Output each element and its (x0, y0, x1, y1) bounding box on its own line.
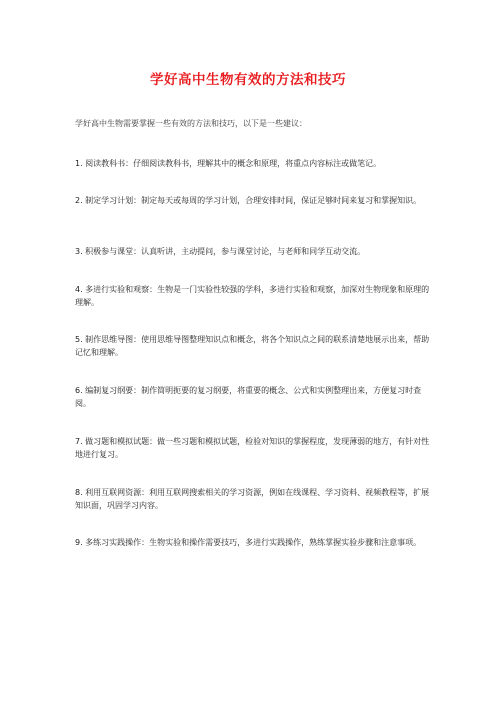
list-item-4: 4. 多进行实验和观察：生物是一门实验性较强的学科，多进行实验和观察，加深对生物现象和原理的理解。 (75, 285, 430, 308)
list-item-9: 9. 多练习实践操作：生物实验和操作需要技巧，多进行实践操作，熟练掌握实验步骤和注意事项。 (75, 538, 422, 547)
document-title: 学好高中生物有效的方法和技巧 (150, 72, 346, 88)
list-item-6: 6. 编制复习纲要：制作简明扼要的复习纲要，将重要的概念、公式和实例整理出来，方便复习时查阅。 (75, 386, 422, 409)
list-item-1: 1. 阅读教科书：仔细阅读教科书，理解其中的概念和原理，将重点内容标注或做笔记。 (75, 159, 382, 168)
list-item-3: 3. 积极参与课堂：认真听讲，主动提问，参与课堂讨论，与老师和同学互动交流。 (75, 247, 366, 256)
list-item-7: 7. 做习题和模拟试题：做一些习题和模拟试题，检验对知识的掌握程度，发现薄弱的地方，有针对性地进行复习。 (75, 437, 430, 460)
list-item-5: 5. 制作思维导图：使用思维导图整理知识点和概念，将各个知识点之间的联系清楚地展示出来，帮助记忆和理解。 (75, 335, 430, 358)
list-item-8: 8. 利用互联网资源：利用互联网搜索相关的学习资源，例如在线课程、学习资料、视频教程等，扩展知识面，巩固学习内容。 (75, 488, 430, 511)
intro-paragraph: 学好高中生物需要掌握一些有效的方法和技巧，以下是一些建议： (75, 119, 307, 128)
list-item-2: 2. 制定学习计划：制定每天或每周的学习计划，合理安排时间，保证足够时间来复习和掌握知识。 (75, 196, 422, 205)
